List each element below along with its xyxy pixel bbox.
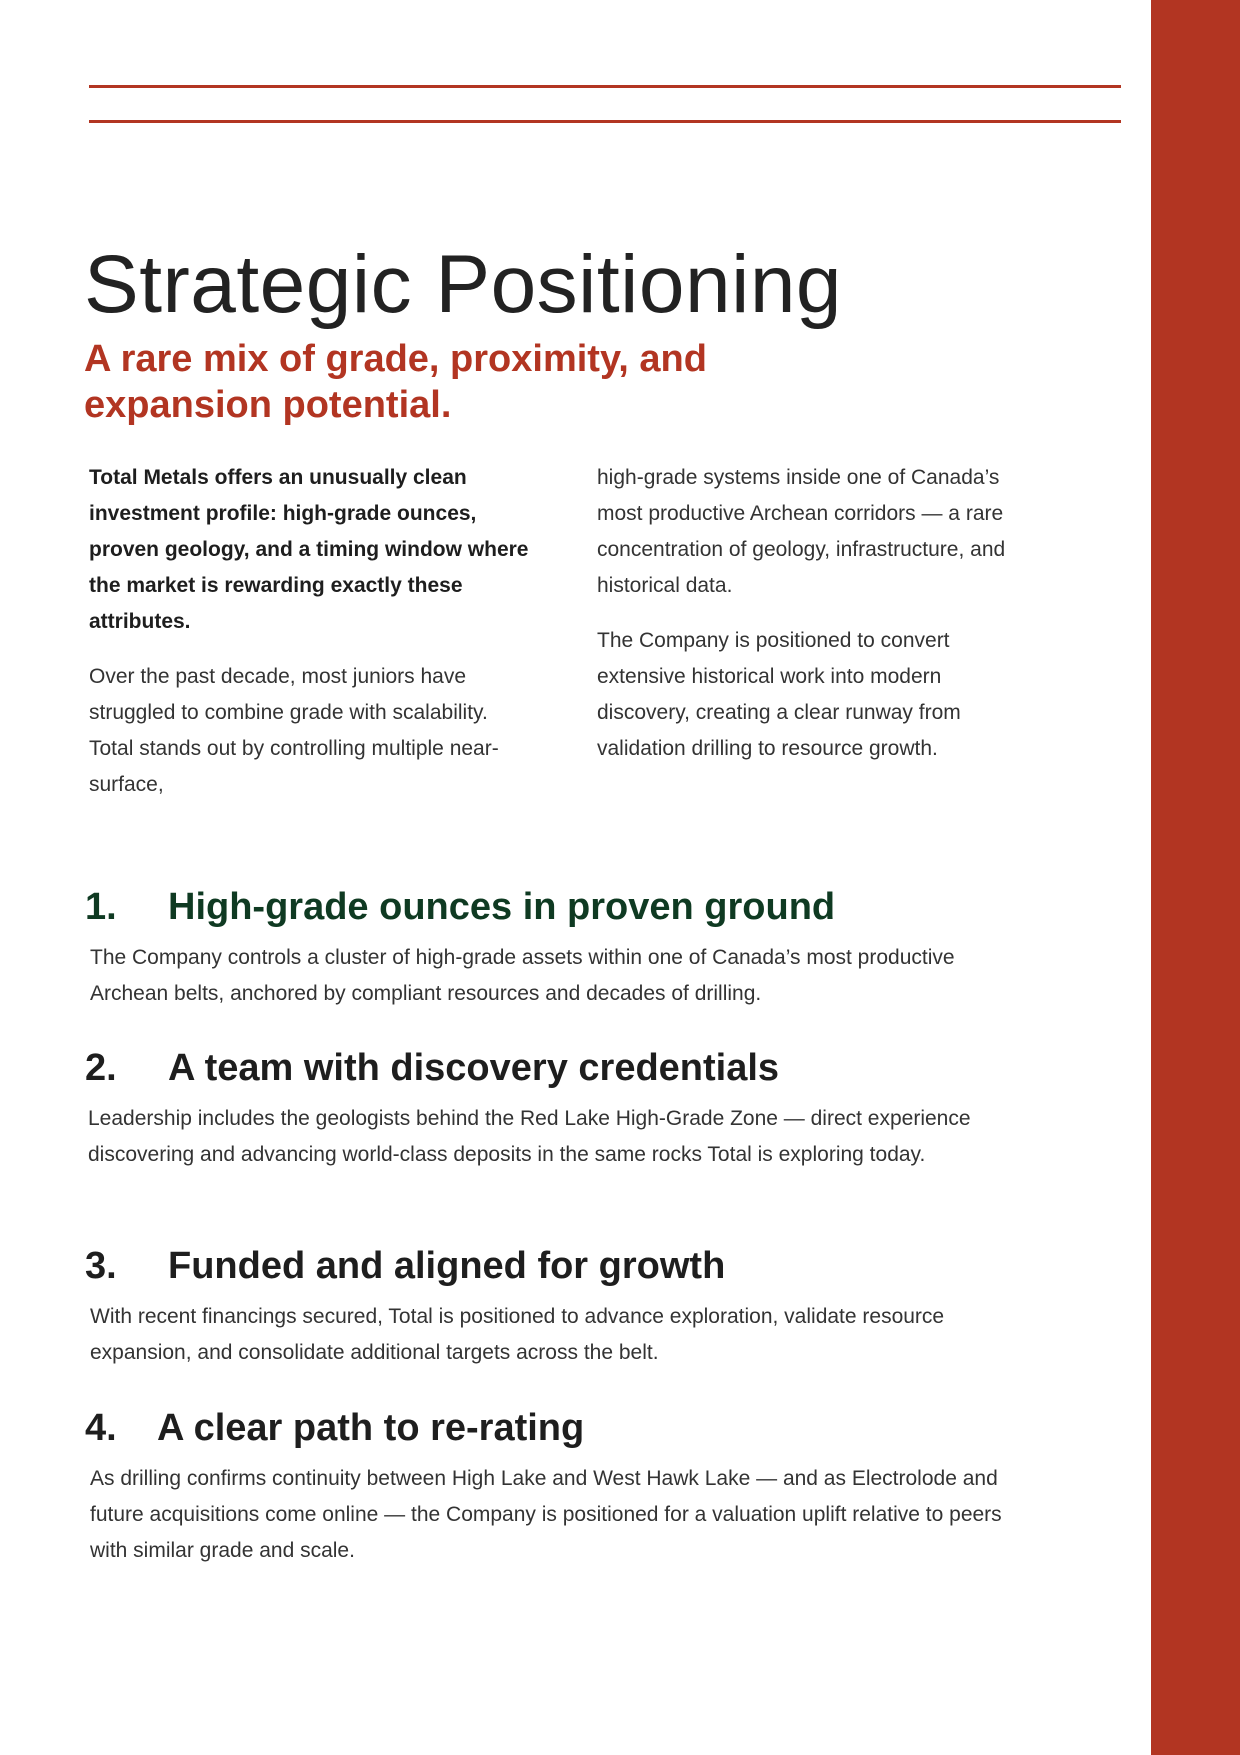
page-subtitle: A rare mix of grade, proximity, and expansion potential. [84, 338, 707, 426]
section-3-body: With recent financings secured, Total is positioned to advance exploration, validate resource expansion, and consolidate additional targets across the belt. [90, 1305, 945, 1364]
intro-paragraph-1: Over the past decade, most juniors have struggled to combine grade with scalability. Total stands out by controlling multiple near-surface, [89, 665, 499, 796]
section-2-number: 2. [85, 1047, 117, 1089]
section-1-number: 1. [85, 886, 117, 928]
section-1-title: High-grade ounces in proven ground [168, 886, 836, 928]
section-4-heading [85, 1405, 584, 1451]
intro-column-left [89, 460, 529, 822]
intro-paragraph-1-continued: high-grade systems inside one of Canada’s most productive Archean corridors — a rare concentration of geology, infrastructure, and historical data. [597, 466, 1006, 597]
section-1-body: The Company controls a cluster of high-grade assets within one of Canada’s most productive Archean belts, anchored by compliant resources and decades of drilling. [90, 946, 955, 1005]
intro-column-right [597, 460, 1037, 786]
section-3-title: Funded and aligned for growth [168, 1245, 726, 1287]
intro-lead: Total Metals offers an unusually clean investment profile: high-grade ounces, proven geology, and a timing window where the market is rewarding exactly these attributes. [89, 466, 529, 633]
section-4-number: 4. [85, 1407, 117, 1449]
section-3-heading [85, 1243, 725, 1289]
page-title: Strategic Positioning [84, 239, 843, 330]
section-4-body: As drilling confirms continuity between High Lake and West Hawk Lake — and as Electrolode and future acquisitions come online — the Company is positioned for a valuation uplift relative to peers with similar grade and scale. [90, 1467, 1002, 1562]
side-accent-bar [1151, 0, 1240, 1755]
section-1-heading [85, 884, 835, 930]
top-rule [89, 85, 1121, 88]
second-rule [89, 120, 1121, 123]
section-2-heading [85, 1045, 779, 1091]
section-2-body: Leadership includes the geologists behind the Red Lake High-Grade Zone — direct experience discovering and advancing world-class deposits in the same rocks Total is exploring today. [88, 1107, 971, 1166]
section-4-title: A clear path to re-rating [157, 1407, 585, 1449]
section-3-number: 3. [85, 1245, 117, 1287]
section-2-title: A team with discovery credentials [168, 1047, 780, 1089]
intro-paragraph-2: The Company is positioned to convert extensive historical work into modern discovery, creating a clear runway from validation drilling to resource growth. [597, 629, 961, 760]
